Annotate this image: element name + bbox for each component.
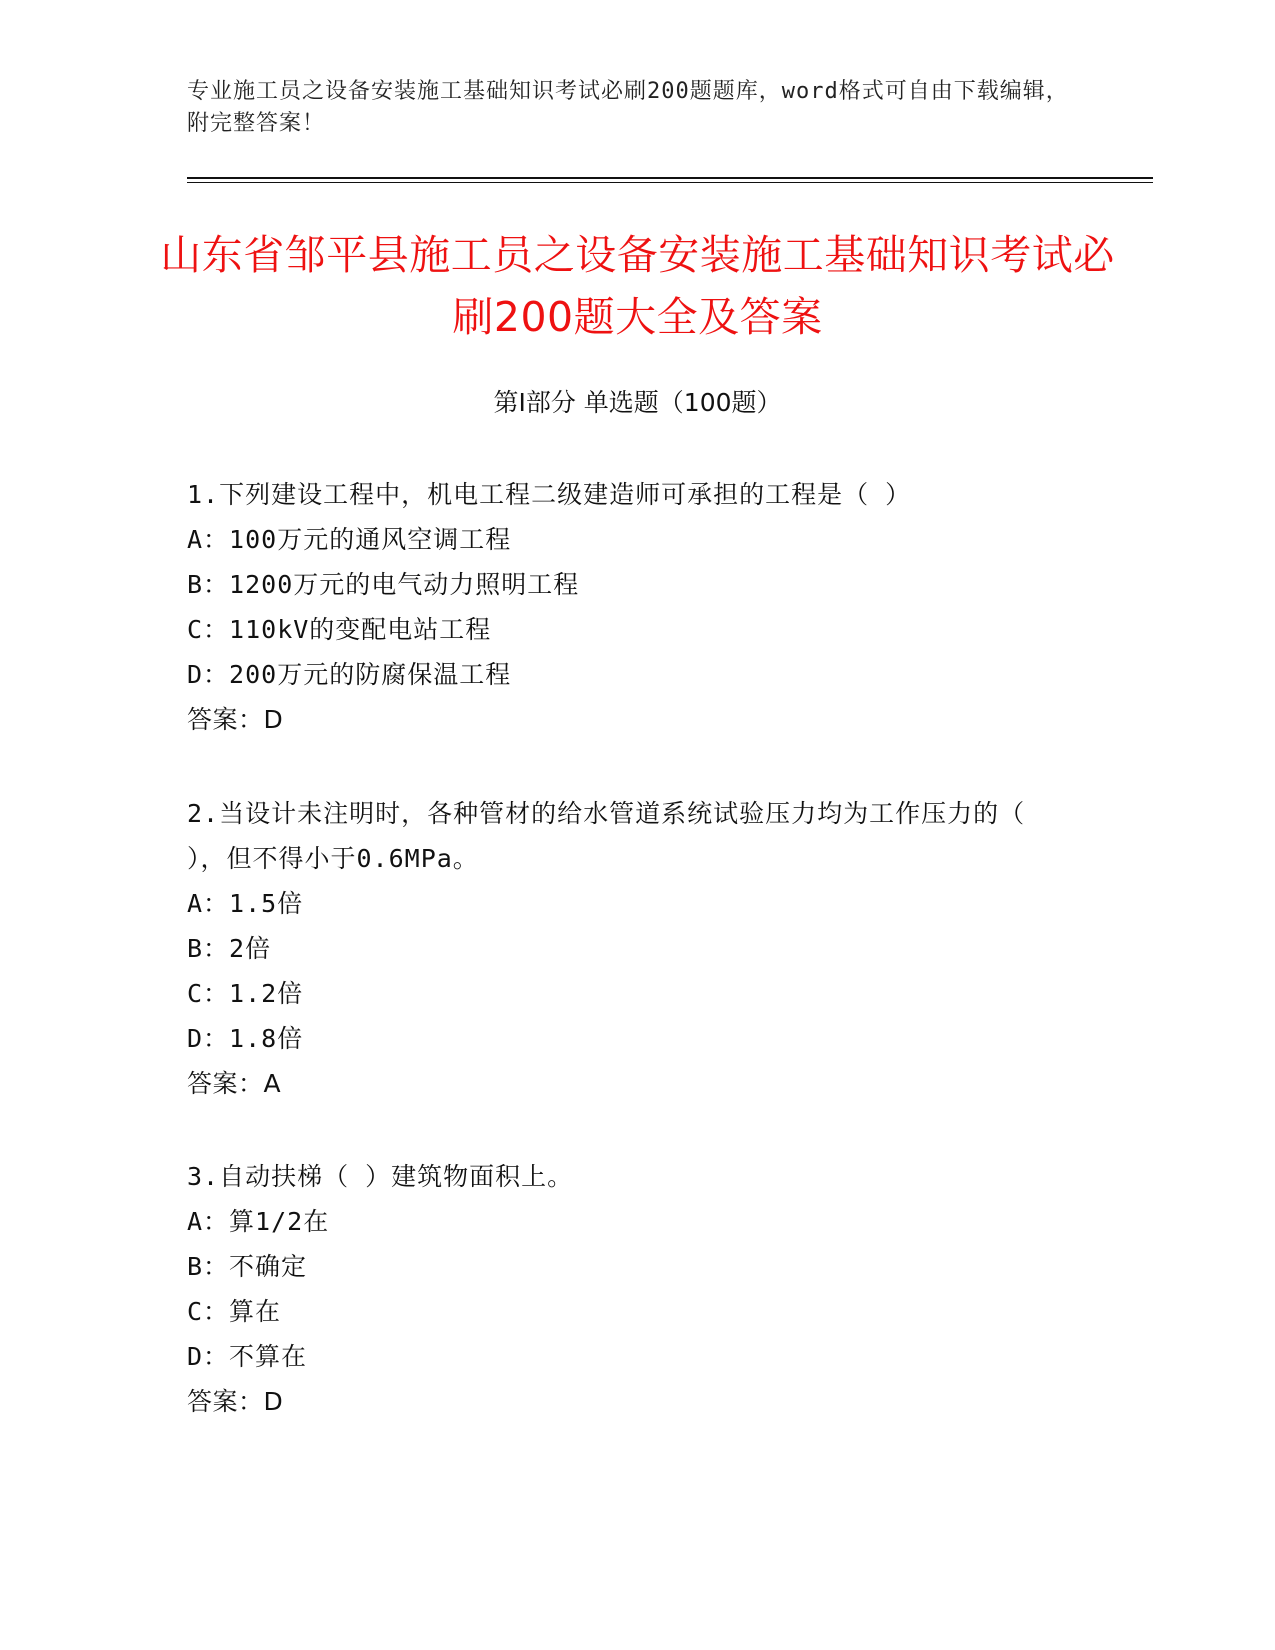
answer: 答案：A: [187, 1069, 282, 1098]
question-3: [187, 1154, 1087, 1424]
option-c: C：算在: [187, 1297, 282, 1326]
option-a: A：算1/2在: [187, 1207, 330, 1236]
question-2: [187, 791, 1087, 1106]
answer: 答案：D: [187, 1387, 284, 1416]
option-d: D：1.8倍: [187, 1024, 304, 1053]
section-heading: 第Ⅰ部分 单选题（100题）: [493, 388, 782, 417]
answer: 答案：D: [187, 705, 284, 734]
option-c: C：110kV的变配电站工程: [187, 615, 492, 644]
question-stem: 2.当设计未注明时，各种管材的给水管道系统试验压力均为工作压力的（ ），但不得小于0.6MPa。: [187, 799, 1026, 873]
header-note: 专业施工员之设备安装施工基础知识考试必刷200题题库，word格式可自由下载编辑，附完整答案！: [187, 79, 1069, 136]
option-a: A：1.5倍: [187, 889, 304, 918]
header-divider-thin: [187, 182, 1153, 183]
option-b: B：1200万元的电气动力照明工程: [187, 570, 580, 599]
header-divider-thick: [187, 177, 1153, 179]
document-title: 山东省邹平县施工员之设备安装施工基础知识考试必刷200题大全及答案: [160, 231, 1115, 341]
option-b: B：2倍: [187, 934, 272, 963]
question-stem: 1.下列建设工程中，机电工程二级建造师可承担的工程是（ ）: [187, 480, 912, 509]
option-a: A：100万元的通风空调工程: [187, 525, 512, 554]
option-c: C：1.2倍: [187, 979, 304, 1008]
question-1: [187, 472, 1087, 742]
option-d: D：200万元的防腐保温工程: [187, 660, 512, 689]
question-stem: 3.自动扶梯（ ）建筑物面积上。: [187, 1162, 574, 1191]
option-d: D：不算在: [187, 1342, 308, 1371]
option-b: B：不确定: [187, 1252, 308, 1281]
